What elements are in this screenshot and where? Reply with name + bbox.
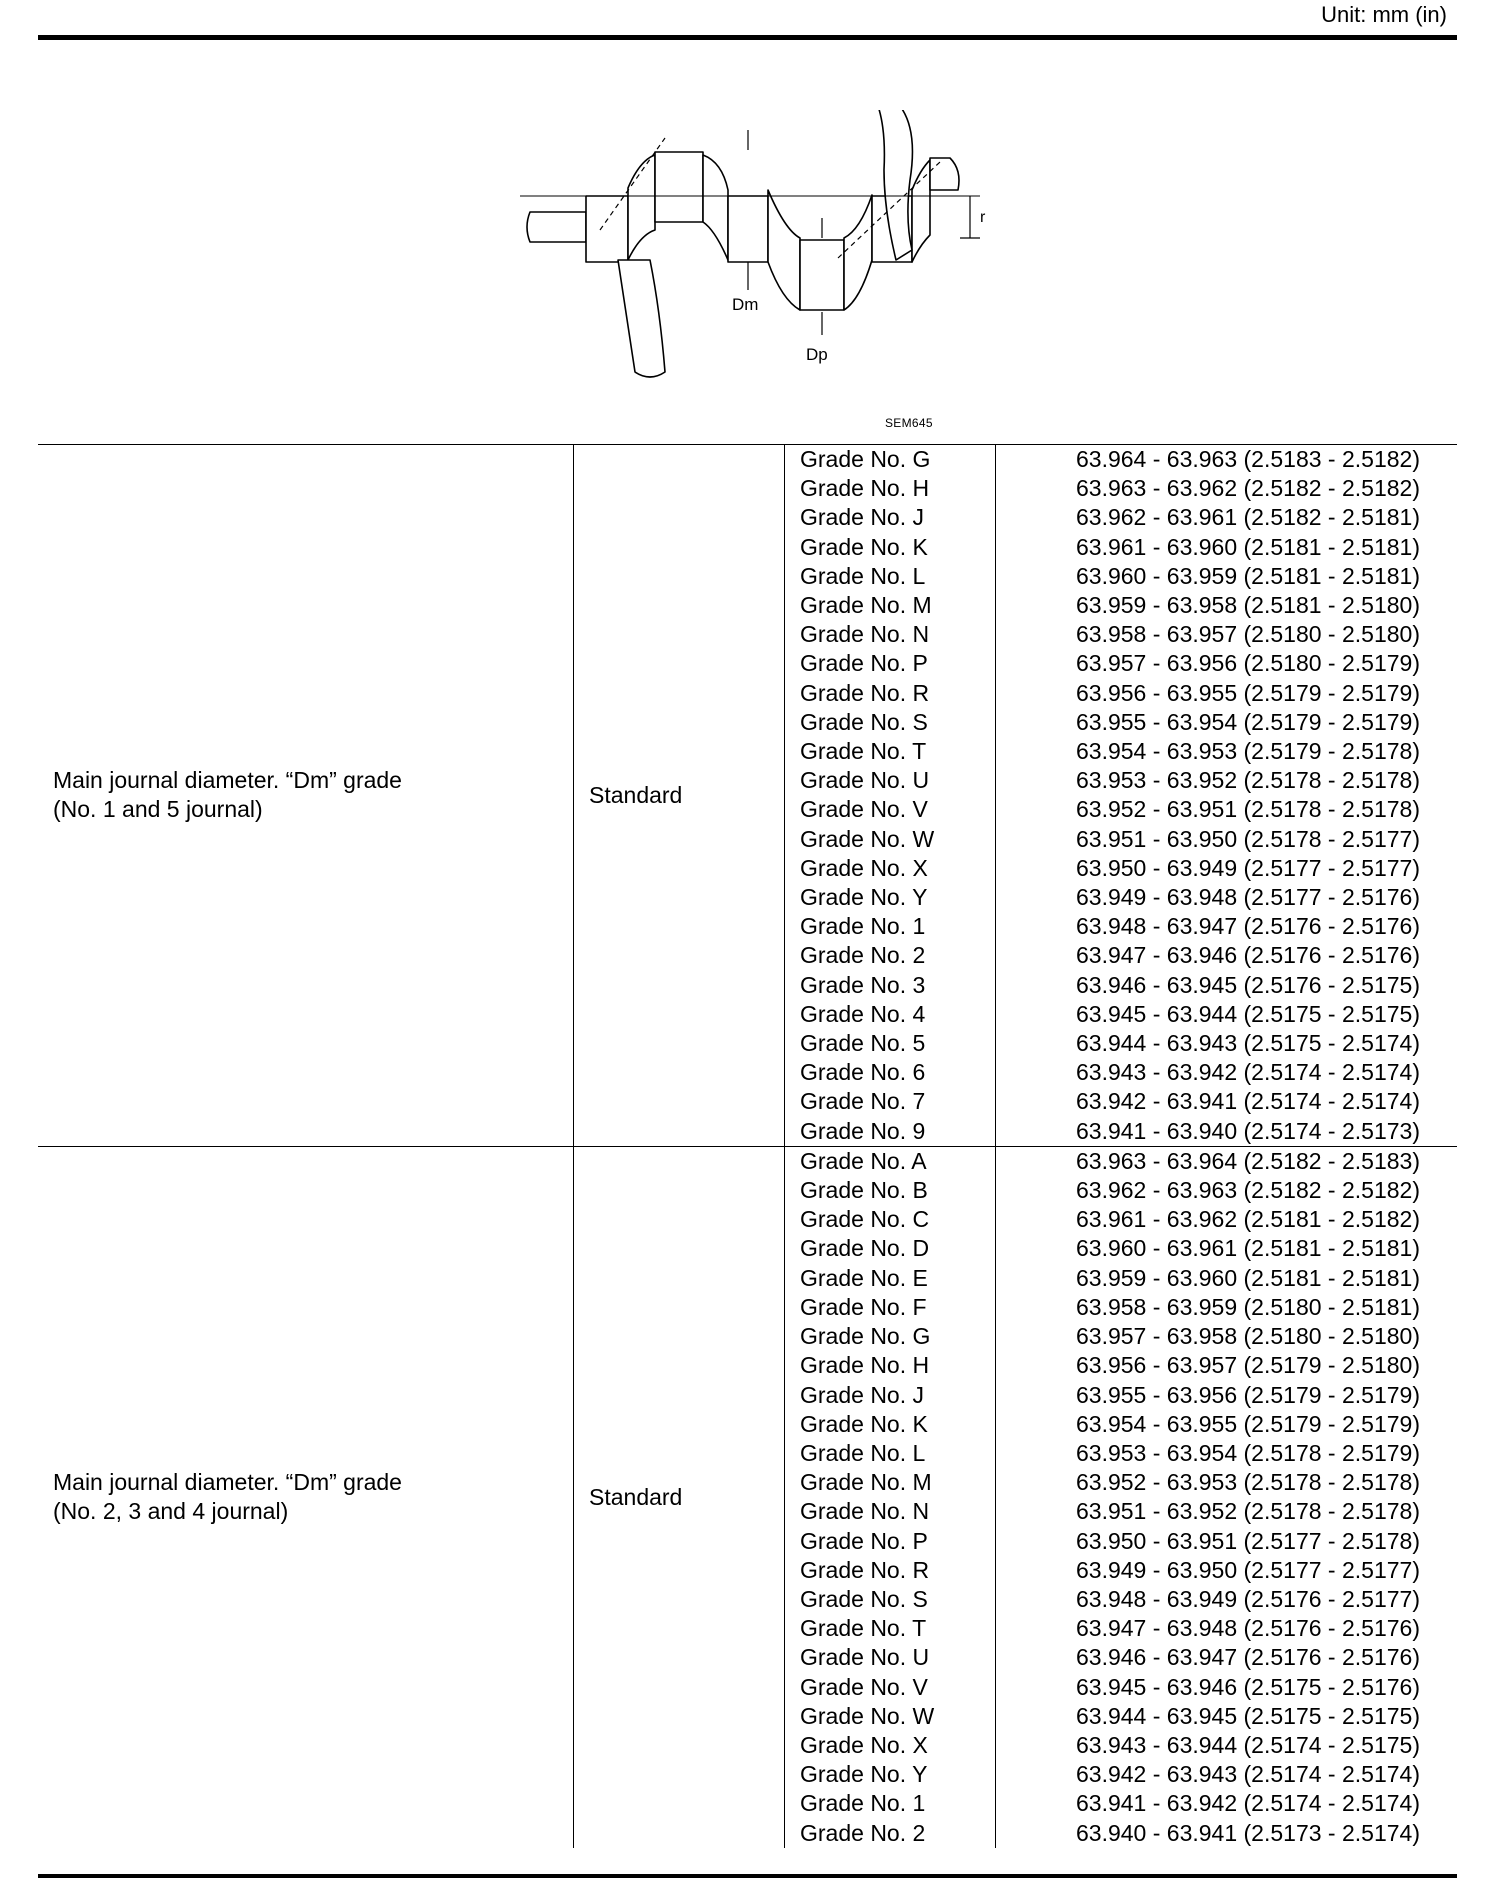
grade-label: Grade No. N	[800, 1498, 930, 1525]
spec-table	[38, 444, 1457, 1848]
grade-value: 63.948 - 63.947 (2.5176 - 2.5176)	[1076, 913, 1420, 940]
grade-value: 63.947 - 63.946 (2.5176 - 2.5176)	[1076, 942, 1420, 969]
grade-value: 63.958 - 63.957 (2.5180 - 2.5180)	[1076, 621, 1420, 648]
grade-value: 63.960 - 63.961 (2.5181 - 2.5181)	[1076, 1235, 1420, 1262]
item-cell	[38, 1146, 574, 1847]
shaft-end	[930, 158, 959, 190]
grade-label: Grade No. 3	[800, 971, 926, 998]
grade-value: 63.955 - 63.956 (2.5179 - 2.5179)	[1076, 1381, 1420, 1408]
grade-value: 63.953 - 63.952 (2.5178 - 2.5178)	[1076, 767, 1420, 794]
grade-label: Grade No. B	[800, 1177, 928, 1204]
grade-label: Grade No. G	[800, 1323, 931, 1350]
grade-value: 63.942 - 63.941 (2.5174 - 2.5174)	[1076, 1088, 1420, 1115]
grade-value: 63.954 - 63.953 (2.5179 - 2.5178)	[1076, 738, 1420, 765]
dp-label: Dp	[806, 345, 828, 364]
grade-value: 63.954 - 63.955 (2.5179 - 2.5179)	[1076, 1410, 1420, 1437]
grade-label: Grade No. F	[800, 1293, 927, 1320]
grade-label: Grade No. P	[800, 1527, 928, 1554]
crank-web	[844, 195, 872, 310]
grade-value: 63.957 - 63.958 (2.5180 - 2.5180)	[1076, 1323, 1420, 1350]
condition-cell: Standard	[574, 1146, 785, 1847]
grade-label: Grade No. D	[800, 1235, 930, 1262]
condition-cell: Standard	[574, 445, 785, 1147]
grade-label: Grade No. Y	[800, 884, 928, 911]
counterweight	[618, 260, 665, 377]
grade-cell	[785, 1146, 996, 1847]
grade-value: 63.962 - 63.963 (2.5182 - 2.5182)	[1076, 1177, 1420, 1204]
grade-value: 63.961 - 63.962 (2.5181 - 2.5182)	[1076, 1206, 1420, 1233]
grade-label: Grade No. T	[800, 1615, 927, 1642]
grade-label: Grade No. 5	[800, 1030, 926, 1057]
grade-value: 63.958 - 63.959 (2.5180 - 2.5181)	[1076, 1293, 1420, 1320]
grade-label: Grade No. X	[800, 1731, 928, 1758]
item-label: Main journal diameter. “Dm” grade	[53, 767, 402, 794]
item-label: Main journal diameter. “Dm” grade	[53, 1469, 402, 1496]
grade-value: 63.949 - 63.950 (2.5177 - 2.5177)	[1076, 1556, 1420, 1583]
table-row	[38, 445, 1457, 1147]
grade-label: Grade No. 4	[800, 1000, 926, 1027]
grade-value: 63.963 - 63.962 (2.5182 - 2.5182)	[1076, 475, 1420, 502]
grade-label: Grade No. C	[800, 1206, 930, 1233]
dm-label: Dm	[732, 295, 759, 314]
grade-cell	[785, 445, 996, 1147]
grade-value: 63.951 - 63.950 (2.5178 - 2.5177)	[1076, 825, 1420, 852]
item-sublabel: (No. 2, 3 and 4 journal)	[53, 1498, 289, 1525]
main-journal	[728, 196, 768, 262]
grade-value: 63.945 - 63.946 (2.5175 - 2.5176)	[1076, 1673, 1420, 1700]
grade-value: 63.944 - 63.945 (2.5175 - 2.5175)	[1076, 1702, 1420, 1729]
crank-web	[912, 160, 930, 262]
grade-label: Grade No. 7	[800, 1088, 926, 1115]
grade-value: 63.943 - 63.942 (2.5174 - 2.5174)	[1076, 1059, 1420, 1086]
grade-label: Grade No. L	[800, 562, 926, 589]
grade-value: 63.953 - 63.954 (2.5178 - 2.5179)	[1076, 1439, 1420, 1466]
main-journal	[586, 196, 628, 262]
grade-list	[800, 445, 995, 1146]
grade-value: 63.959 - 63.958 (2.5181 - 2.5180)	[1076, 592, 1420, 619]
r-label: r	[980, 209, 986, 226]
grade-value: 63.956 - 63.955 (2.5179 - 2.5179)	[1076, 679, 1420, 706]
grade-label: Grade No. M	[800, 592, 932, 619]
grade-label: Grade No. H	[800, 475, 930, 502]
grade-value: 63.949 - 63.948 (2.5177 - 2.5176)	[1076, 884, 1420, 911]
crank-web	[703, 155, 728, 260]
grade-label: Grade No. M	[800, 1469, 932, 1496]
grade-label: Grade No. 9	[800, 1117, 926, 1144]
grade-value: 63.963 - 63.964 (2.5182 - 2.5183)	[1076, 1147, 1420, 1174]
grade-label: Grade No. U	[800, 767, 930, 794]
grade-label: Grade No. W	[800, 1702, 935, 1729]
value-list	[1076, 445, 1457, 1146]
crank-web	[768, 190, 800, 310]
grade-label: Grade No. 2	[800, 1819, 926, 1846]
grade-label: Grade No. 1	[800, 1790, 926, 1817]
grade-value: 63.961 - 63.960 (2.5181 - 2.5181)	[1076, 533, 1420, 560]
grade-value: 63.950 - 63.951 (2.5177 - 2.5178)	[1076, 1527, 1420, 1554]
top-rule	[38, 35, 1457, 40]
shaft-end	[527, 212, 586, 242]
grade-label: Grade No. K	[800, 1410, 928, 1437]
grade-label: Grade No. A	[800, 1147, 927, 1174]
grade-label: Grade No. J	[800, 1381, 924, 1408]
grade-value: 63.957 - 63.956 (2.5180 - 2.5179)	[1076, 650, 1420, 677]
grade-value: 63.962 - 63.961 (2.5182 - 2.5181)	[1076, 504, 1420, 531]
grade-label: Grade No. Y	[800, 1761, 928, 1788]
crankshaft-diagram	[500, 110, 1000, 390]
grade-value: 63.951 - 63.952 (2.5178 - 2.5178)	[1076, 1498, 1420, 1525]
grade-value: 63.944 - 63.943 (2.5175 - 2.5174)	[1076, 1030, 1420, 1057]
crank-pin	[655, 152, 703, 222]
grade-value: 63.941 - 63.940 (2.5174 - 2.5173)	[1076, 1117, 1420, 1144]
grade-label: Grade No. S	[800, 1585, 928, 1612]
grade-value: 63.946 - 63.945 (2.5176 - 2.5175)	[1076, 971, 1420, 998]
grade-label: Grade No. L	[800, 1439, 926, 1466]
unit-label: Unit: mm (in)	[1321, 2, 1447, 27]
grade-value: 63.945 - 63.944 (2.5175 - 2.5175)	[1076, 1000, 1420, 1027]
grade-label: Grade No. 2	[800, 942, 926, 969]
grade-label: Grade No. R	[800, 679, 930, 706]
grade-value: 63.959 - 63.960 (2.5181 - 2.5181)	[1076, 1264, 1420, 1291]
grade-label: Grade No. P	[800, 650, 928, 677]
bottom-rule	[38, 1874, 1457, 1878]
crank-pin	[800, 240, 844, 310]
grade-label: Grade No. W	[800, 825, 935, 852]
grade-value: 63.952 - 63.951 (2.5178 - 2.5178)	[1076, 796, 1420, 823]
grade-label: Grade No. K	[800, 533, 928, 560]
value-cell	[996, 445, 1458, 1147]
item-sublabel: (No. 1 and 5 journal)	[53, 796, 263, 823]
spec-table-body	[38, 445, 1457, 1848]
grade-value: 63.948 - 63.949 (2.5176 - 2.5177)	[1076, 1585, 1420, 1612]
grade-value: 63.950 - 63.949 (2.5177 - 2.5177)	[1076, 854, 1420, 881]
grade-label: Grade No. J	[800, 504, 924, 531]
grade-label: Grade No. X	[800, 854, 928, 881]
grade-label: Grade No. 6	[800, 1059, 926, 1086]
grade-value: 63.940 - 63.941 (2.5173 - 2.5174)	[1076, 1819, 1420, 1846]
table-row	[38, 1146, 1457, 1847]
grade-value: 63.956 - 63.957 (2.5179 - 2.5180)	[1076, 1352, 1420, 1379]
grade-value: 63.960 - 63.959 (2.5181 - 2.5181)	[1076, 562, 1420, 589]
grade-label: Grade No. E	[800, 1264, 928, 1291]
value-list	[1076, 1147, 1457, 1848]
grade-label: Grade No. S	[800, 708, 928, 735]
grade-list	[800, 1147, 995, 1848]
item-cell	[38, 445, 574, 1147]
grade-value: 63.946 - 63.947 (2.5176 - 2.5176)	[1076, 1644, 1420, 1671]
grade-value: 63.942 - 63.943 (2.5174 - 2.5174)	[1076, 1761, 1420, 1788]
grade-label: Grade No. U	[800, 1644, 930, 1671]
grade-label: Grade No. G	[800, 446, 931, 472]
value-cell	[996, 1146, 1458, 1847]
grade-value: 63.955 - 63.954 (2.5179 - 2.5179)	[1076, 708, 1420, 735]
grade-value: 63.964 - 63.963 (2.5183 - 2.5182)	[1076, 446, 1420, 472]
grade-label: Grade No. R	[800, 1556, 930, 1583]
grade-value: 63.952 - 63.953 (2.5178 - 2.5178)	[1076, 1469, 1420, 1496]
grade-label: Grade No. V	[800, 796, 928, 823]
figure-code: SEM645	[885, 416, 933, 430]
grade-label: Grade No. T	[800, 738, 927, 765]
grade-label: Grade No. N	[800, 621, 930, 648]
grade-label: Grade No. H	[800, 1352, 930, 1379]
grade-label: Grade No. 1	[800, 913, 926, 940]
grade-value: 63.941 - 63.942 (2.5174 - 2.5174)	[1076, 1790, 1420, 1817]
grade-value: 63.943 - 63.944 (2.5174 - 2.5175)	[1076, 1731, 1420, 1758]
grade-label: Grade No. V	[800, 1673, 928, 1700]
grade-value: 63.947 - 63.948 (2.5176 - 2.5176)	[1076, 1615, 1420, 1642]
